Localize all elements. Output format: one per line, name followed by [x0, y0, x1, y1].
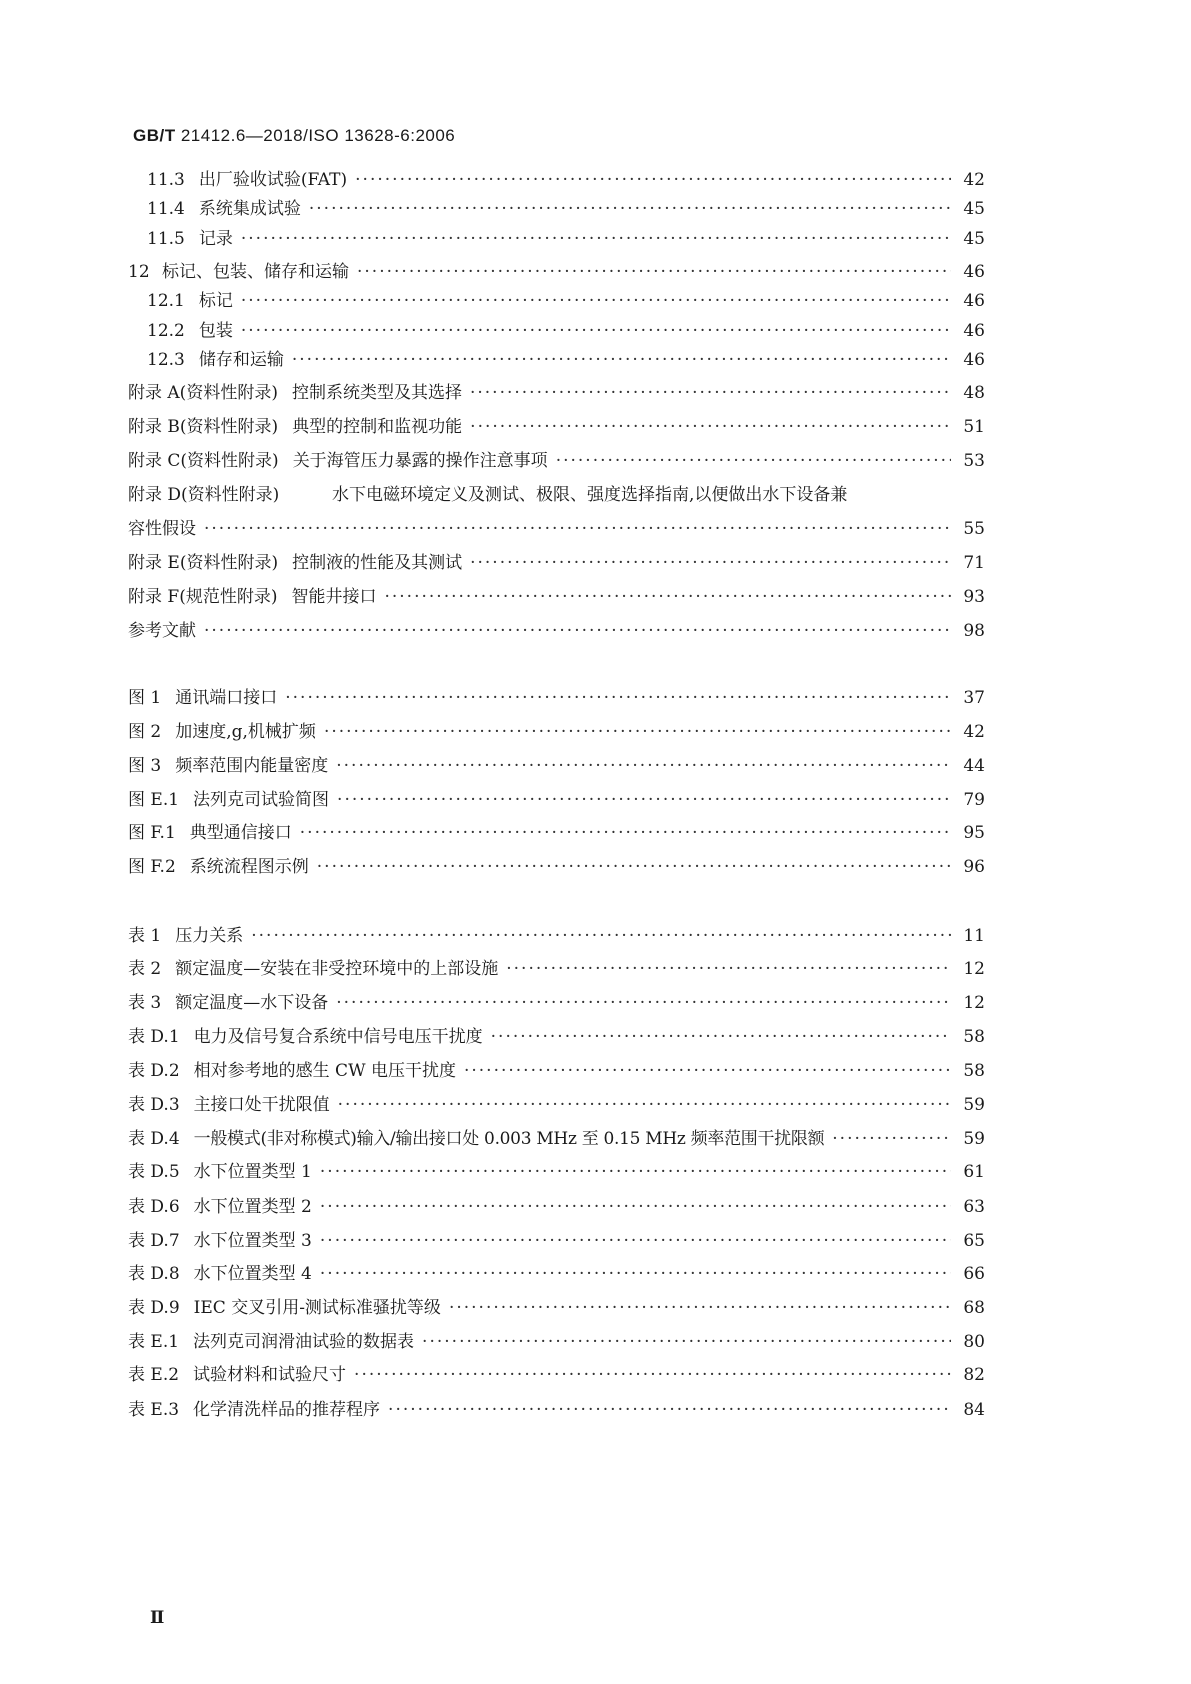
toc-entry[interactable] — [128, 1090, 985, 1115]
toc-entry-page: 46 — [963, 350, 985, 370]
toc-entry-page: 45 — [963, 199, 985, 219]
toc-leader-dots — [449, 1298, 951, 1318]
toc-leader-dots — [204, 621, 951, 641]
toc-entry-title: 频率范围内能量密度 — [175, 756, 329, 776]
toc-entry-title: 主接口处干扰限值 — [193, 1095, 330, 1115]
toc-entry-page: 58 — [963, 1061, 985, 1081]
toc-entry-number: 表 D.1 — [128, 1027, 180, 1047]
toc-entry-page: 82 — [963, 1365, 985, 1385]
toc-leader-dots — [320, 1162, 951, 1182]
toc-entry[interactable] — [128, 1022, 985, 1047]
toc-entry-page: 48 — [963, 383, 985, 403]
toc-entry[interactable] — [128, 921, 985, 946]
toc-entry[interactable] — [128, 412, 985, 437]
toc-entry-page: 93 — [963, 587, 985, 607]
toc-entry-page: 46 — [963, 321, 985, 341]
toc-entry-title: 电力及信号复合系统中信号电压干扰度 — [193, 1027, 483, 1047]
toc-entry-number: 表 D.6 — [128, 1197, 180, 1217]
toc-leader-dots — [470, 383, 951, 403]
toc-entry-page: 96 — [963, 857, 985, 877]
toc-leader-dots — [241, 291, 951, 311]
toc-entry-number: 11.3 — [147, 170, 185, 190]
toc-entry[interactable] — [128, 1293, 985, 1318]
toc-leader-dots — [204, 519, 951, 539]
toc-entry-title: 控制液的性能及其测试 — [292, 553, 463, 573]
toc-entry-page: 58 — [963, 1027, 985, 1047]
toc-entry[interactable] — [128, 1192, 985, 1217]
toc-entry-page: 46 — [963, 291, 985, 311]
toc-entry-page: 42 — [963, 170, 985, 190]
toc-leader-dots — [384, 587, 951, 607]
toc-entry[interactable] — [128, 954, 985, 979]
toc-entry-number: 表 1 — [128, 926, 162, 946]
toc-entry-title: 相对参考地的感生 CW 电压干扰度 — [193, 1061, 456, 1081]
toc-entry-page: 53 — [963, 451, 985, 471]
toc-entry-number: 表 E.2 — [128, 1365, 180, 1385]
toc-entry-title: 典型通信接口 — [189, 823, 292, 843]
toc-entry-title: 水下位置类型 3 — [193, 1231, 312, 1251]
toc-entry-title: 水下电磁环境定义及测试、极限、强度选择指南,以便做出水下设备兼 — [332, 485, 848, 505]
standard-prefix: GB/T — [133, 126, 176, 145]
toc-entry[interactable] — [128, 988, 985, 1013]
toc-entry[interactable] — [128, 1226, 985, 1251]
toc-entry-number: 附录 B(资料性附录) — [128, 417, 279, 437]
toc-leader-dots — [324, 722, 951, 742]
toc-entry[interactable] — [128, 548, 985, 573]
toc-leader-dots — [422, 1332, 951, 1352]
toc-leader-dots — [388, 1400, 951, 1420]
toc-entry-number: 附录 D(资料性附录) — [128, 485, 280, 505]
toc-entry[interactable] — [128, 785, 985, 810]
toc-entry[interactable] — [128, 683, 985, 708]
toc-entry-number: 12.2 — [147, 321, 185, 341]
toc-entry-number: 表 2 — [128, 959, 162, 979]
toc-entry-number: 表 D.8 — [128, 1264, 180, 1284]
toc-entry-page: 12 — [963, 959, 985, 979]
toc-entry-title: 额定温度—水下设备 — [175, 993, 329, 1013]
toc-entry-number: 11.5 — [147, 229, 185, 249]
toc-entry[interactable] — [128, 852, 985, 877]
toc-entry-number: 图 E.1 — [128, 790, 180, 810]
toc-entry-number: 图 F.1 — [128, 823, 176, 843]
toc-entry-title: 试验材料和试验尺寸 — [193, 1365, 347, 1385]
toc-entry-page: 98 — [963, 621, 985, 641]
toc-entry-page: 63 — [963, 1197, 985, 1217]
toc-leader-dots — [354, 1365, 951, 1385]
page-number: Ⅱ — [150, 1608, 165, 1628]
toc-entry[interactable] — [128, 480, 985, 505]
toc-entry[interactable] — [147, 345, 985, 370]
toc-leader-dots — [336, 993, 951, 1013]
toc-entry-page: 51 — [963, 417, 985, 437]
toc-leader-dots — [320, 1231, 951, 1251]
toc-entry-page: 46 — [963, 262, 985, 282]
toc-leader-dots — [470, 553, 951, 573]
toc-entry-page: 79 — [963, 790, 985, 810]
toc-entry[interactable] — [128, 1395, 985, 1420]
toc-entry[interactable] — [128, 582, 985, 607]
toc-entry-number: 图 1 — [128, 688, 162, 708]
toc-entry[interactable] — [128, 717, 985, 742]
toc-entry-number: 附录 A(资料性附录) — [128, 383, 278, 403]
toc-leader-dots — [336, 756, 951, 776]
toc-entry-page: 61 — [963, 1162, 985, 1182]
toc-entry-number: 表 E.3 — [128, 1400, 180, 1420]
toc-entry-title: 额定温度—安装在非受控环境中的上部设施 — [175, 959, 499, 979]
toc-entry-number: 表 D.3 — [128, 1095, 180, 1115]
toc-leader-dots — [300, 823, 951, 843]
toc-entry-title: 容性假设 — [128, 519, 196, 539]
toc-entry-page: 55 — [963, 519, 985, 539]
toc-entry-page: 44 — [963, 756, 985, 776]
toc-leader-dots — [285, 688, 951, 708]
toc-entry[interactable] — [128, 616, 985, 641]
toc-entry-title: 通讯端口接口 — [175, 688, 278, 708]
toc-entry[interactable] — [147, 224, 985, 249]
toc-entry-page: 11 — [963, 926, 985, 946]
toc-entry-page: 80 — [963, 1332, 985, 1352]
toc-entry[interactable] — [128, 1124, 985, 1149]
toc-entry-title: 水下位置类型 1 — [193, 1162, 312, 1182]
toc-entry-page: 68 — [963, 1298, 985, 1318]
toc-leader-dots — [251, 926, 951, 946]
toc-entry-number: 附录 E(资料性附录) — [128, 553, 279, 573]
toc-leader-dots — [464, 1061, 951, 1081]
toc-entry-number: 11.4 — [147, 199, 185, 219]
toc-entry-title: 典型的控制和监视功能 — [292, 417, 463, 437]
toc-entry-page: 95 — [963, 823, 985, 843]
toc-entry-title: 储存和运输 — [198, 350, 284, 370]
toc-entry-page: 59 — [963, 1095, 985, 1115]
toc-entry-number: 12.3 — [147, 350, 185, 370]
toc-entry-number: 表 D.5 — [128, 1162, 180, 1182]
toc-entry-title: 水下位置类型 4 — [193, 1264, 312, 1284]
toc-entry-page: 71 — [963, 553, 985, 573]
toc-entry[interactable] — [128, 257, 985, 282]
toc-entry[interactable] — [128, 1157, 985, 1182]
toc-entry-number: 图 F.2 — [128, 857, 176, 877]
toc-leader-dots — [292, 350, 951, 370]
toc-entry-number: 表 E.1 — [128, 1332, 180, 1352]
toc-leader-dots — [491, 1027, 951, 1047]
toc-leader-dots — [470, 417, 951, 437]
toc-entry[interactable] — [128, 446, 985, 471]
toc-entry-number: 附录 C(资料性附录) — [128, 451, 279, 471]
toc-entry-title: 法列克司润滑油试验的数据表 — [193, 1332, 415, 1352]
toc-entry-page: 42 — [963, 722, 985, 742]
toc-entry-number: 12 — [128, 262, 150, 282]
toc-entry-title: 水下位置类型 2 — [193, 1197, 312, 1217]
toc-entry-page: 45 — [963, 229, 985, 249]
toc-entry-title: 控制系统类型及其选择 — [291, 383, 462, 403]
toc-leader-dots — [241, 321, 951, 341]
toc-entry-number: 图 2 — [128, 722, 162, 742]
toc-entry-title: 系统流程图示例 — [189, 857, 309, 877]
toc-entry-page: 65 — [963, 1231, 985, 1251]
toc-entry-page: 37 — [963, 688, 985, 708]
toc-leader-dots — [320, 1197, 951, 1217]
toc-entry-title: IEC 交叉引用-测试标准骚扰等级 — [193, 1298, 441, 1318]
toc-entry[interactable] — [128, 818, 985, 843]
toc-entry-page: 12 — [963, 993, 985, 1013]
toc-entry-title: 标记、包装、储存和运输 — [162, 262, 349, 282]
toc-entry-number: 表 D.2 — [128, 1061, 180, 1081]
toc-entry-number: 表 D.4 — [128, 1129, 180, 1149]
toc-leader-dots — [317, 857, 951, 877]
toc-entry-title: 出厂验收试验(FAT) — [198, 170, 348, 190]
toc-entry[interactable] — [147, 165, 985, 190]
toc-entry-title: 记录 — [198, 229, 233, 249]
toc-entry[interactable] — [128, 378, 985, 403]
toc-entry-number: 表 3 — [128, 993, 162, 1013]
toc-entry[interactable] — [128, 1327, 985, 1352]
toc-entry[interactable] — [128, 1360, 985, 1385]
toc-entry[interactable] — [128, 751, 985, 776]
toc-leader-dots — [506, 959, 951, 979]
toc-leader-dots — [338, 1095, 951, 1115]
toc-entry-title: 系统集成试验 — [198, 199, 301, 219]
toc-entry-page: 84 — [963, 1400, 985, 1420]
toc-entry[interactable] — [128, 1259, 985, 1284]
toc-leader-dots — [337, 790, 951, 810]
toc-leader-dots — [355, 170, 951, 190]
toc-entry-title: 标记 — [198, 291, 233, 311]
toc-entry-number: 表 D.9 — [128, 1298, 180, 1318]
toc-leader-dots — [832, 1129, 951, 1149]
standard-header — [133, 126, 455, 146]
toc-entry[interactable] — [128, 514, 985, 539]
toc-leader-dots — [241, 229, 951, 249]
toc-leader-dots — [320, 1264, 951, 1284]
toc-entry[interactable] — [147, 286, 985, 311]
toc-entry[interactable] — [128, 1056, 985, 1081]
toc-entry-title: 参考文献 — [128, 621, 196, 641]
toc-entry-page: 59 — [963, 1129, 985, 1149]
toc-entry-page: 66 — [963, 1264, 985, 1284]
toc-entry-number: 12.1 — [147, 291, 185, 311]
toc-leader-dots — [357, 262, 951, 282]
toc-entry-number: 附录 F(规范性附录) — [128, 587, 278, 607]
toc-entry-title: 法列克司试验简图 — [193, 790, 330, 810]
toc-entry-title: 包装 — [198, 321, 233, 341]
toc-entry-title: 加速度,g,机械扩频 — [175, 722, 316, 742]
toc-entry-number: 表 D.7 — [128, 1231, 180, 1251]
toc-entry-title: 压力关系 — [175, 926, 244, 946]
toc-leader-dots — [309, 199, 951, 219]
toc-leader-dots — [556, 451, 951, 471]
toc-entry[interactable] — [147, 316, 985, 341]
toc-entry-title: 关于海管压力暴露的操作注意事项 — [292, 451, 548, 471]
toc-entry-title: 智能井接口 — [291, 587, 377, 607]
toc-entry-title: 化学清洗样品的推荐程序 — [193, 1400, 381, 1420]
toc-entry-number: 图 3 — [128, 756, 162, 776]
toc-entry[interactable] — [147, 194, 985, 219]
standard-number: 21412.6—2018/ISO 13628-6:2006 — [175, 126, 456, 145]
toc-entry-title: 一般模式(非对称模式)输入/输出接口处 0.003 MHz 至 0.15 MHz 频率范围干扰限额 — [193, 1129, 825, 1149]
